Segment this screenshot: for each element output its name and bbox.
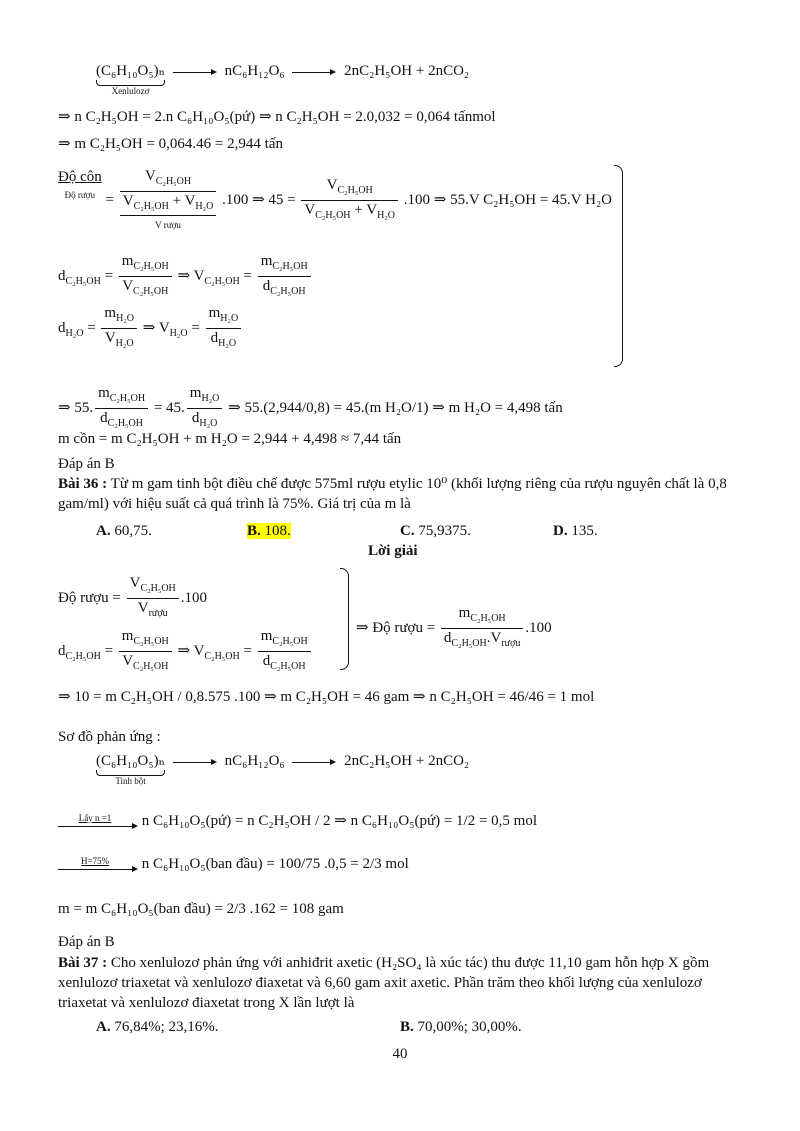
arrow-icon: H=75% <box>58 856 138 874</box>
step-3: m = m C₆H₁₀O₅(ban đầu) = 2/3 .162 = 108 gam <box>58 901 344 917</box>
docon-equation: Độ côn Độ rượu = $V_{C_2H_5OH}$ $V_{C_2H_5OH} + V_{H_2O}$ V rượu .100 ⇒ 45 = $\frac{V_{C_2H_5OH}}{V_{C_2H_5OH} + V_{H_2O}}$ .100 ⇒ 55.V C₂H₅OH = 45.V H₂O <box>58 168 613 230</box>
option-b-37: B. 70,00%; 30,00%. <box>400 1019 522 1035</box>
step-2: H=75% n C₆H₁₀O₅(ban đầu) = 100/75 .0,5 = 2/3 mol <box>58 855 409 874</box>
density-ethanol-36: $d_{C_2H_5OH}$ = $\frac{m_{C_2H_5OH}}{V_{C_2H_5OH}}$ ⇒ $V_{C_2H_5OH}$ = $\frac{m_{C_2H_5OH}}{d_{C_2H_5OH}}$ <box>58 628 313 675</box>
line-n-ethanol: ⇒ n C₂H₅OH = 2.n C₆H₁₀O₅(pứ) ⇒ n C₂H₅OH = 2.0,032 = 0,064 tấnmol <box>58 109 496 125</box>
option-c: C. 75,9375. <box>400 523 471 539</box>
doruou-result: ⇒ Độ rượu = $\frac{m_{C_2H_5OH}}{d_{C_2H_5OH}.V_{rượu}}$ .100 <box>356 605 552 649</box>
calc-water-mass: ⇒ 55. $\frac{m_{C_2H_5OH}}{d_{C_2H_5OH}}$ = 45. $\frac{m_{H_2O}}{d_{H_2O}}$ ⇒ 55.(2,944/0,8) = 45.(m H₂O/1) ⇒ m H₂O = 4,498 tấn <box>58 385 563 429</box>
density-water-equation: $d_{H_2O}$ = $\frac{m_{H_2O}}{V_{H_2O}}$ ⇒ $V_{H_2O}$ = $\frac{m_{H_2O}}{d_{H_2O}}$ <box>58 305 243 352</box>
reaction-line-1: (C₆H₁₀O₅)ₙ Xenlulozơ nC₆H₁₂O₆ 2nC₂H₅OH + 2nCO₂ <box>96 63 470 96</box>
option-a-37: A. 76,84%; 23,16%. <box>96 1019 219 1035</box>
reactant-underbrace: (C₆H₁₀O₅)ₙ Xenlulozơ <box>96 63 166 96</box>
line-m-ethanol: ⇒ m C₂H₅OH = 0,064.46 = 2,944 tấn <box>58 136 283 152</box>
arrow-icon: Lấy n =1 <box>58 813 138 831</box>
line-m-con: m cồn = m C₂H₅OH + m H₂O = 2,944 + 4,498 ≈ 7,44 tấn <box>58 431 402 447</box>
solution-heading: Lời giải <box>368 543 418 559</box>
question-36: Bài 36 : Từ m gam tinh bột điều chế được 575ml rượu etylic 10⁰ (khối lượng riêng của rượu nguyên chất là 0,8 gam/ml) với hiệu suất cả quá trình là 75%. Giá trị của m là <box>58 476 727 512</box>
step-1: Lấy n =1 n C₆H₁₀O₅(pứ) = n C₂H₅OH / 2 ⇒ n C₆H₁₀O₅(pứ) = 1/2 = 0,5 mol <box>58 812 537 831</box>
right-brace <box>614 165 623 367</box>
so-do-label: Sơ đồ phản ứng : <box>58 729 161 745</box>
right-brace <box>340 568 349 670</box>
arrow-icon <box>292 758 336 766</box>
option-b: B. 108. <box>247 523 291 539</box>
doruou-equation: Độ rượu = $\frac{V_{C_2H_5OH}}{V_{rượu}}$ .100 <box>58 575 208 619</box>
page-number: 40 <box>392 1046 408 1062</box>
option-a: A. 60,75. <box>96 523 152 539</box>
density-ethanol-equation: $d_{C_2H_5OH}$ = $\frac{m_{C_2H_5OH}}{V_{C_2H_5OH}}$ ⇒ $V_{C_2H_5OH}$ = $\frac{m_{C_2H_5OH}}{d_{C_2H_5OH}}$ <box>58 253 313 300</box>
arrow-icon <box>292 68 336 76</box>
arrow-icon <box>173 68 217 76</box>
answer-2: Đáp án B <box>58 934 115 950</box>
line-10: ⇒ 10 = m C₂H₅OH / 0,8.575 .100 ⇒ m C₂H₅OH = 46 gam ⇒ n C₂H₅OH = 46/46 = 1 mol <box>58 689 595 705</box>
reaction-line-2: (C₆H₁₀O₅)ₙ Tinh bột nC₆H₁₂O₆ 2nC₂H₅OH + 2nCO₂ <box>96 753 470 786</box>
arrow-icon <box>173 758 217 766</box>
answer-1: Đáp án B <box>58 456 115 472</box>
question-37: Bài 37 : Cho xenlulozơ phản ứng với anhiđrit axetic (H₂SO₄ là xúc tác) thu được 11,10 gam hỗn hợp X gồm xenlulozơ triaxetat và xenlulozơ điaxetat và 6,60 gam axit axetic. Phần trăm theo khối lượng của xenlulozơ triaxetat và xenlulozơ điaxetat trong X lần lượt là <box>58 955 710 1011</box>
option-d: D. 135. <box>553 523 598 539</box>
